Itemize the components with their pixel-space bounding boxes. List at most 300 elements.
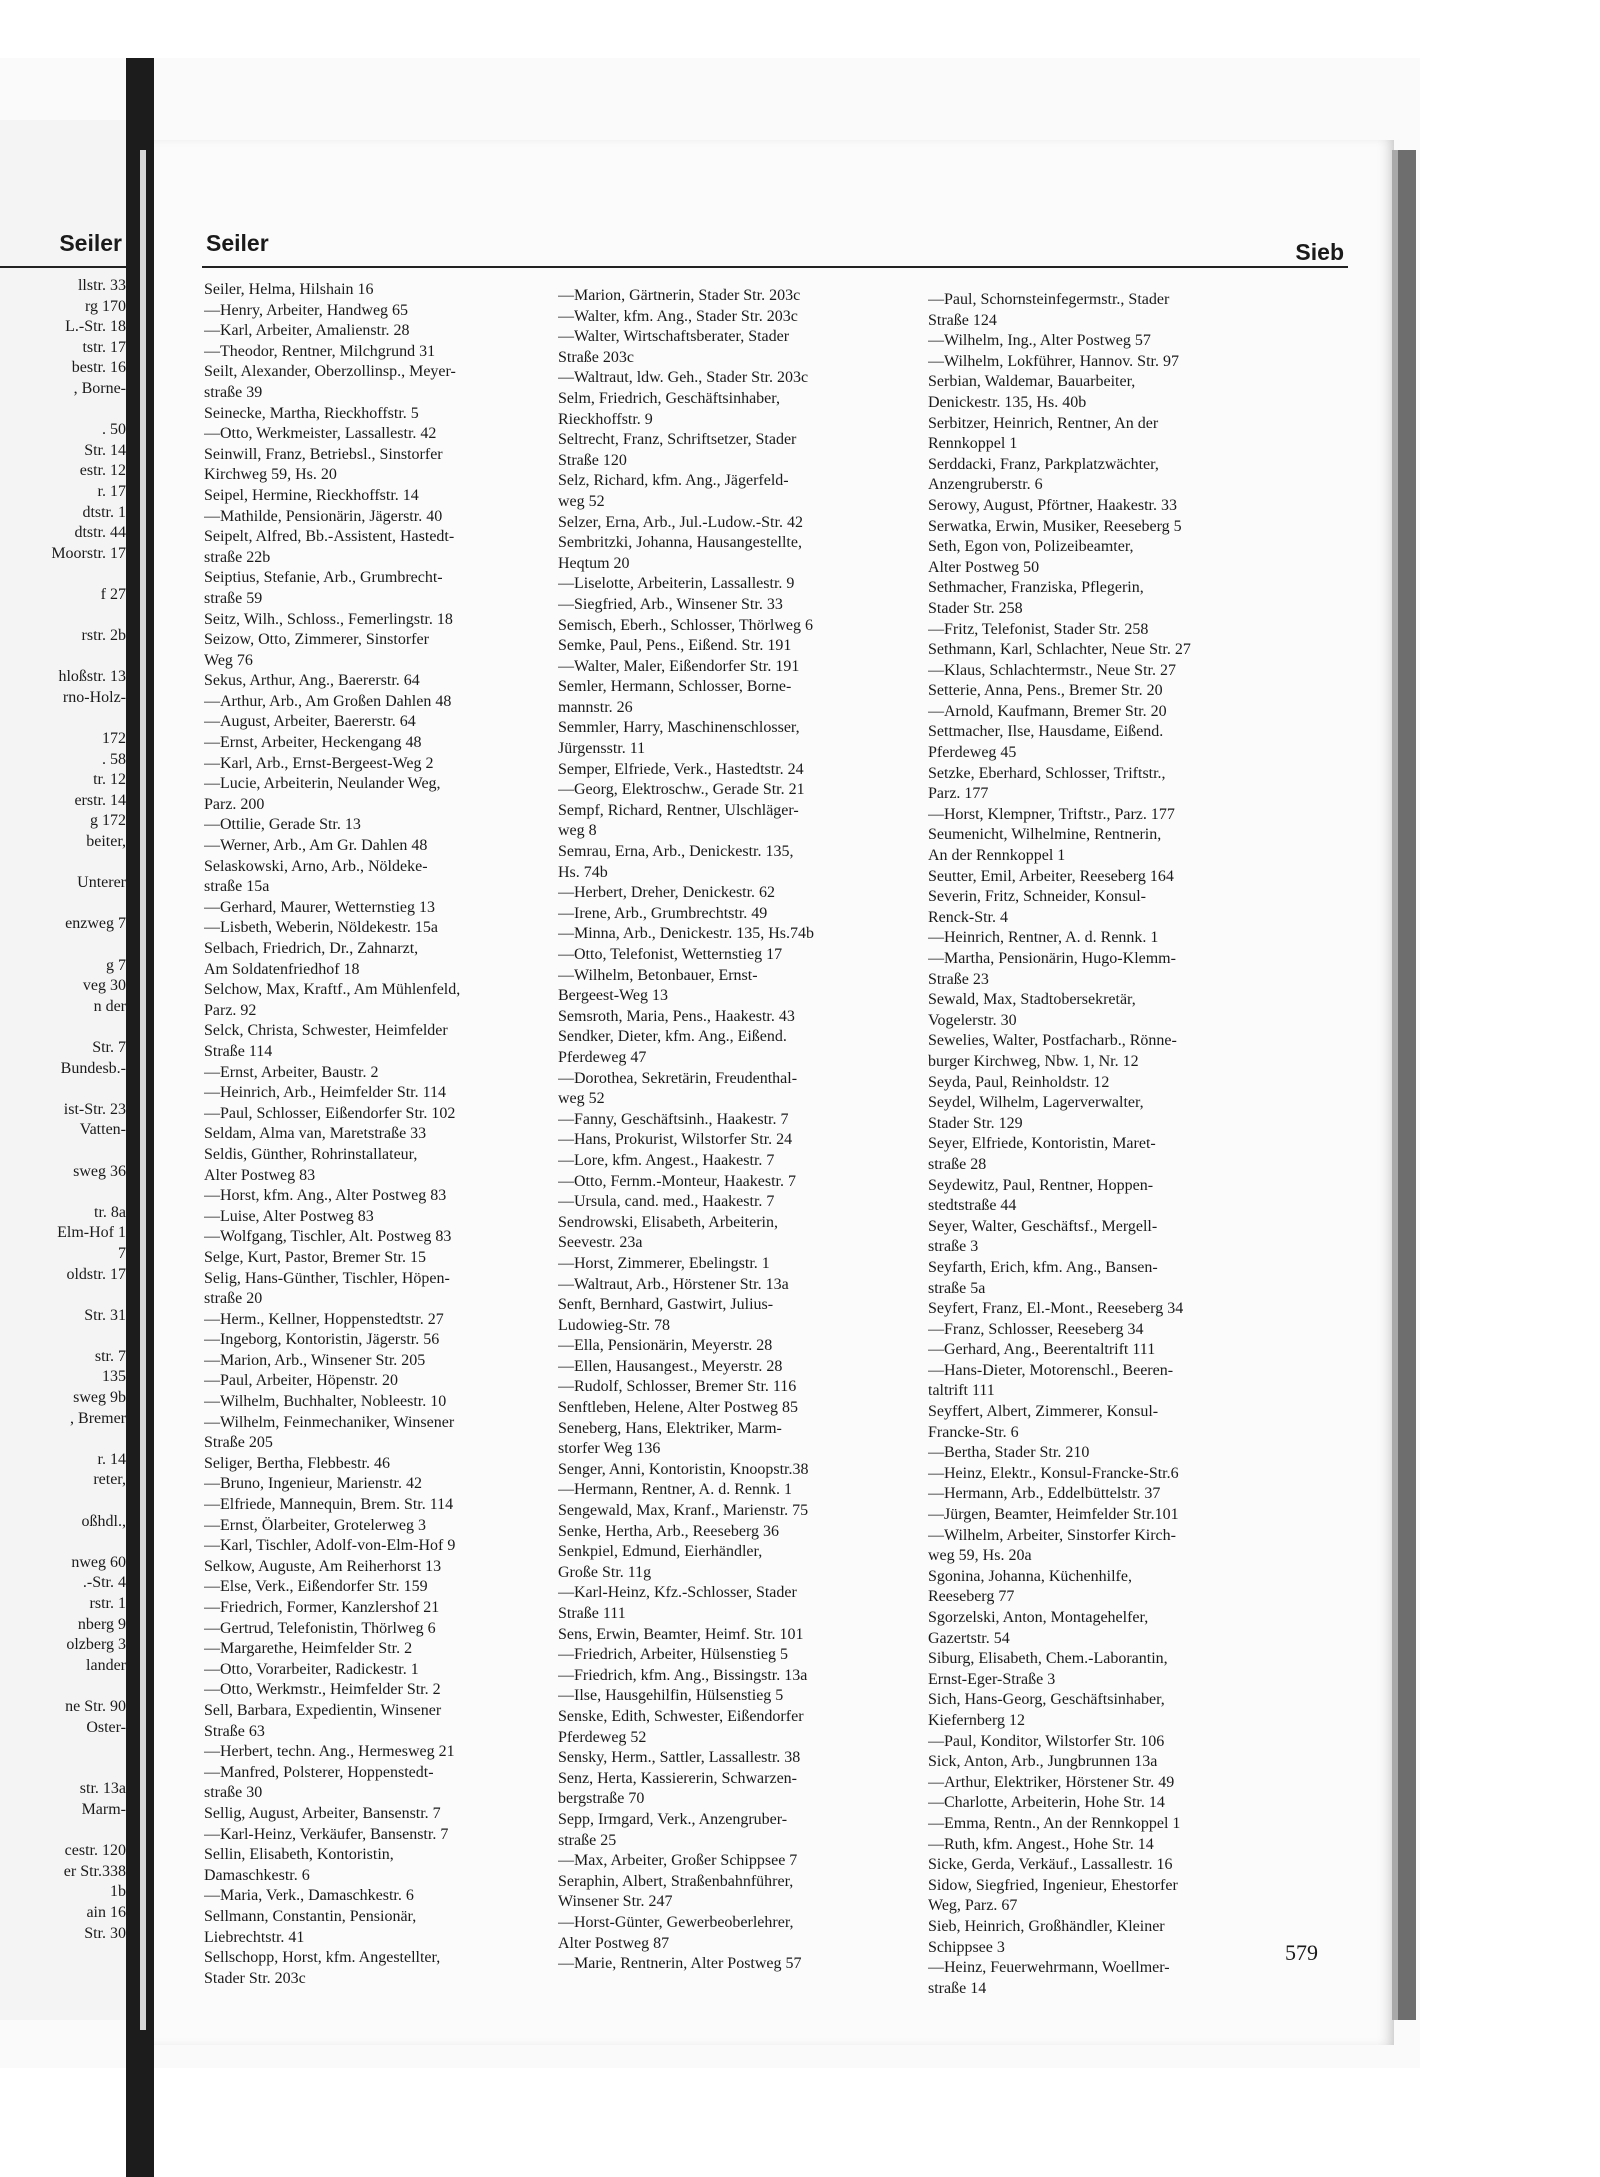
previous-page-entry-fragment: rno-Holz- bbox=[62, 688, 126, 706]
previous-page-entry-fragment: str. 13a bbox=[79, 1780, 126, 1798]
previous-page-entry-fragment bbox=[0, 1079, 126, 1100]
previous-page-entry-fragment: sweg 9b bbox=[73, 1389, 126, 1407]
previous-page-header: Seiler bbox=[59, 230, 122, 256]
entry-line: Semler, Hermann, Schlosser, Borne- bbox=[558, 678, 792, 696]
entry-line: Seevestr. 23a bbox=[558, 1234, 643, 1252]
entry-line: mannstr. 26 bbox=[558, 698, 633, 716]
entry-line: storfer Weg 136 bbox=[558, 1440, 661, 1458]
entry-line: Straße 63 bbox=[204, 1722, 265, 1740]
entry-line: Sepp, Irmgard, Verk., Anzengruber- bbox=[558, 1810, 788, 1828]
entries-column-2 bbox=[558, 286, 904, 1975]
entry-line: Schippsee 3 bbox=[928, 1938, 1005, 1956]
entry-line: Sekus, Arthur, Ang., Baererstr. 64 bbox=[204, 672, 420, 690]
entry-line: Serwatka, Erwin, Musiker, Reeseberg 5 bbox=[928, 517, 1182, 535]
entry-line: —Horst, kfm. Ang., Alter Postweg 83 bbox=[204, 1187, 447, 1205]
previous-page-entry-fragment bbox=[0, 606, 126, 627]
entry-line: —Paul, Konditor, Wilstorfer Str. 106 bbox=[928, 1732, 1165, 1750]
entry-line: Selkow, Auguste, Am Reiherhorst 13 bbox=[204, 1557, 442, 1575]
entry-line: Selchow, Max, Kraftf., Am Mühlenfeld, bbox=[204, 981, 461, 999]
entry-line: —Wolfgang, Tischler, Alt. Postweg 83 bbox=[204, 1228, 452, 1246]
previous-page-entry-fragment bbox=[0, 1532, 126, 1553]
entry-line: Sick, Anton, Arb., Jungbrunnen 13a bbox=[928, 1753, 1158, 1771]
entry-line: Sellmann, Constantin, Pensionär, bbox=[204, 1907, 417, 1925]
entry-line: —Wilhelm, Lokführer, Hannov. Str. 97 bbox=[928, 352, 1179, 370]
entry-line: Straße 124 bbox=[928, 311, 997, 329]
entry-line: Seth, Egon von, Polizeibeamter, bbox=[928, 538, 1134, 556]
entry-line: —Otto, Werkmeister, Lassallestr. 42 bbox=[204, 425, 437, 443]
entry-line: —Lucie, Arbeiterin, Neulander Weg, bbox=[204, 775, 441, 793]
entry-line: Sicke, Gerda, Verkäuf., Lassallestr. 16 bbox=[928, 1856, 1173, 1874]
entry-line: Selck, Christa, Schwester, Heimfelder bbox=[204, 1022, 448, 1040]
entry-line: Stader Str. 129 bbox=[928, 1114, 1023, 1132]
entry-line: Seyer, Elfriede, Kontoristin, Maret- bbox=[928, 1135, 1156, 1153]
entry-line: Selzer, Erna, Arb., Jul.-Ludow.-Str. 42 bbox=[558, 513, 803, 531]
entry-line: —Theodor, Rentner, Milchgrund 31 bbox=[204, 342, 436, 360]
entry-line: —Minna, Arb., Denickestr. 135, Hs.74b bbox=[558, 925, 814, 943]
entry-line: Siburg, Elisabeth, Chem.-Laborantin, bbox=[928, 1650, 1168, 1668]
previous-page-entry-fragment bbox=[0, 1182, 126, 1203]
entry-line: Senftleben, Helene, Alter Postweg 85 bbox=[558, 1399, 798, 1417]
previous-page-entry-fragment: cestr. 120 bbox=[64, 1842, 126, 1860]
entry-line: Settmacher, Ilse, Hausdame, Eißend. bbox=[928, 723, 1164, 741]
previous-page-entry-fragment bbox=[0, 1285, 126, 1306]
entry-line: —Herm., Kellner, Hoppenstedtstr. 27 bbox=[204, 1310, 444, 1328]
entry-line: Sendker, Dieter, kfm. Ang., Eißend. bbox=[558, 1028, 787, 1046]
previous-page-entry-fragment: beiter, bbox=[86, 833, 126, 851]
previous-page-entry-fragment bbox=[0, 1491, 126, 1512]
entry-line: Seyfarth, Erich, kfm. Ang., Bansen- bbox=[928, 1258, 1158, 1276]
entry-line: Parz. 200 bbox=[204, 795, 265, 813]
previous-page-entry-fragment: Moorstr. 17 bbox=[51, 544, 126, 562]
entry-line: Straße 203c bbox=[558, 348, 634, 366]
previous-page-entry-fragment: r. 17 bbox=[97, 482, 126, 500]
entry-line: Semke, Paul, Pens., Eißend. Str. 191 bbox=[558, 637, 792, 655]
entry-line: —Horst, Zimmerer, Ebelingstr. 1 bbox=[558, 1254, 770, 1272]
entry-line: Seldis, Günther, Rohrinstallateur, bbox=[204, 1145, 418, 1163]
entry-line: Alter Postweg 83 bbox=[204, 1166, 316, 1184]
previous-page-entry-fragment: oßhdl., bbox=[81, 1512, 126, 1530]
previous-page-entry-fragment bbox=[0, 935, 126, 956]
entry-line: Semrau, Erna, Arb., Denickestr. 135, bbox=[558, 843, 794, 861]
entry-line: —Rudolf, Schlosser, Bremer Str. 116 bbox=[558, 1378, 797, 1396]
entry-line: Weg 76 bbox=[204, 651, 253, 669]
previous-page-entry-fragment bbox=[0, 1429, 126, 1450]
entry-line: Serbian, Waldemar, Bauarbeiter, bbox=[928, 373, 1136, 391]
entry-line: Sethmacher, Franziska, Pflegerin, bbox=[928, 579, 1144, 597]
book-gutter bbox=[140, 150, 146, 2030]
entry-line: —Arthur, Elektriker, Hörstener Str. 49 bbox=[928, 1773, 1175, 1791]
entry-line: straße 30 bbox=[204, 1784, 263, 1802]
entry-line: —Paul, Schlosser, Eißendorfer Str. 102 bbox=[204, 1104, 456, 1122]
previous-page-entry-fragment: Oster- bbox=[86, 1718, 126, 1736]
entry-line: Weg, Parz. 67 bbox=[928, 1897, 1018, 1915]
entry-line: Straße 120 bbox=[558, 451, 627, 469]
previous-page-entry-fragment: er Str.338 bbox=[63, 1862, 126, 1880]
entry-line: Seliger, Bertha, Flebbestr. 46 bbox=[204, 1454, 390, 1472]
entry-line: —Marion, Gärtnerin, Stader Str. 203c bbox=[558, 287, 801, 304]
entry-line: Alter Postweg 50 bbox=[928, 558, 1040, 576]
previous-page-entry-fragment bbox=[0, 1759, 126, 1780]
entry-line: —Maria, Verk., Damaschkestr. 6 bbox=[204, 1887, 414, 1905]
entry-line: —Else, Verk., Eißendorfer Str. 159 bbox=[204, 1578, 428, 1596]
entry-line: Seraphin, Albert, Straßenbahnführer, bbox=[558, 1872, 794, 1890]
entry-line: Seyda, Paul, Reinholdstr. 12 bbox=[928, 1073, 1110, 1091]
entry-line: Straße 23 bbox=[928, 970, 989, 988]
previous-page-entry-fragment: sweg 36 bbox=[73, 1162, 126, 1180]
entry-line: —Paul, Schornsteinfegermstr., Stader bbox=[928, 291, 1170, 308]
entry-line: Ludowieg-Str. 78 bbox=[558, 1316, 670, 1334]
entry-line: —Karl, Tischler, Adolf-von-Elm-Hof 9 bbox=[204, 1537, 456, 1555]
previous-page-entry-fragment: Unterer bbox=[77, 874, 126, 892]
entry-line: Pferdeweg 47 bbox=[558, 1048, 647, 1066]
entry-line: Setterie, Anna, Pens., Bremer Str. 20 bbox=[928, 682, 1163, 700]
entry-line: taltrift 111 bbox=[928, 1382, 995, 1400]
previous-page-entry-fragment: llstr. 33 bbox=[77, 277, 126, 294]
entry-line: —Herbert, Dreher, Denickestr. 62 bbox=[558, 884, 776, 902]
entry-line: burger Kirchweg, Nbw. 1, Nr. 12 bbox=[928, 1052, 1139, 1070]
previous-page-entry-fragment bbox=[0, 1326, 126, 1347]
entry-line: Seinecke, Martha, Rieckhoffstr. 5 bbox=[204, 404, 419, 422]
entry-line: Semisch, Eberh., Schlosser, Thörlweg 6 bbox=[558, 616, 814, 634]
entry-line: straße 3 bbox=[928, 1238, 979, 1256]
entry-line: Sgorzelski, Anton, Montagehelfer, bbox=[928, 1609, 1149, 1626]
entry-line: Jürgensstr. 11 bbox=[558, 740, 646, 758]
entry-line: straße 15a bbox=[204, 878, 270, 896]
entry-line: —Wilhelm, Ing., Alter Postweg 57 bbox=[928, 332, 1151, 350]
entry-line: —Mathilde, Pensionärin, Jägerstr. 40 bbox=[204, 507, 443, 525]
previous-page-entry-fragment: rstr. 2b bbox=[81, 627, 126, 645]
entry-line: —Ilse, Hausgehilfin, Hülsenstieg 5 bbox=[558, 1687, 784, 1705]
entry-line: —Margarethe, Heimfelder Str. 2 bbox=[204, 1640, 413, 1658]
entry-line: —Arthur, Arb., Am Großen Dahlen 48 bbox=[204, 692, 452, 710]
entry-line: —Karl, Arbeiter, Amalienstr. 28 bbox=[204, 322, 410, 340]
entry-line: Sewald, Max, Stadtobersekretär, bbox=[928, 991, 1136, 1009]
entry-line: —Horst, Klempner, Triftstr., Parz. 177 bbox=[928, 805, 1175, 823]
entry-line: —Henry, Arbeiter, Handweg 65 bbox=[204, 301, 409, 319]
entry-line: Seyer, Walter, Geschäftsf., Mergell- bbox=[928, 1217, 1158, 1235]
entry-line: Pferdeweg 52 bbox=[558, 1728, 647, 1746]
entry-line: —Elfriede, Mannequin, Brem. Str. 114 bbox=[204, 1496, 454, 1514]
entry-line: —Fritz, Telefonist, Stader Str. 258 bbox=[928, 620, 1149, 638]
entry-line: —Ottilie, Gerade Str. 13 bbox=[204, 816, 361, 834]
entry-line: Sich, Hans-Georg, Geschäftsinhaber, bbox=[928, 1691, 1165, 1709]
entry-line: An der Rennkoppel 1 bbox=[928, 847, 1066, 865]
previous-page-header-rule bbox=[0, 266, 126, 268]
entry-line: Kirchweg 59, Hs. 20 bbox=[204, 466, 337, 484]
previous-page-entry-fragment: bestr. 16 bbox=[71, 359, 126, 377]
previous-page-entry-fragment: hloßstr. 13 bbox=[58, 668, 126, 686]
entry-line: —Irene, Arb., Grumbrechtstr. 49 bbox=[558, 904, 768, 922]
entry-line: —Walter, Maler, Eißendorfer Str. 191 bbox=[558, 657, 800, 675]
entry-line: straße 39 bbox=[204, 383, 263, 401]
previous-page-entry-fragment: .-Str. 4 bbox=[82, 1574, 126, 1592]
entry-line: Am Soldatenfriedhof 18 bbox=[204, 960, 360, 978]
page-header-right: Sieb bbox=[1295, 239, 1344, 265]
entry-line: Senke, Hertha, Arb., Reeseberg 36 bbox=[558, 1522, 779, 1540]
entry-line: Straße 205 bbox=[204, 1434, 273, 1452]
entry-line: —Hermann, Arb., Eddelbüttelstr. 37 bbox=[928, 1485, 1161, 1503]
entry-line: Sethmann, Karl, Schlachter, Neue Str. 27 bbox=[928, 641, 1191, 659]
entry-line: —Karl-Heinz, Verkäufer, Bansenstr. 7 bbox=[204, 1825, 449, 1843]
entry-line: Seumenicht, Wilhelmine, Rentnerin, bbox=[928, 826, 1162, 844]
entry-line: Seizow, Otto, Zimmerer, Sinstorfer bbox=[204, 631, 429, 649]
entry-line: —Herbert, techn. Ang., Hermesweg 21 bbox=[204, 1743, 455, 1761]
entry-line: Bergeest-Weg 13 bbox=[558, 987, 668, 1005]
entry-line: —Dorothea, Sekretärin, Freudenthal- bbox=[558, 1069, 798, 1087]
entry-line: —Marie, Rentnerin, Alter Postweg 57 bbox=[558, 1955, 802, 1973]
previous-page-entry-fragment bbox=[0, 1821, 126, 1842]
previous-page-entry-fragment: Str. 14 bbox=[84, 441, 126, 459]
page-header-left: Seiler bbox=[206, 230, 269, 256]
previous-page-entry-fragment: enzweg 7 bbox=[65, 915, 126, 933]
previous-page-entry-fragment: Vatten- bbox=[79, 1121, 126, 1139]
entry-line: —Karl, Arb., Ernst-Bergeest-Weg 2 bbox=[204, 754, 434, 772]
previous-page-entry-fragment: tr. 8a bbox=[94, 1203, 126, 1221]
entry-line: Semmler, Harry, Maschinenschlosser, bbox=[558, 719, 800, 737]
previous-page-entry-fragment: 135 bbox=[102, 1368, 126, 1386]
entry-line: Sembritzki, Johanna, Hausangestellte, bbox=[558, 534, 802, 552]
entry-line: —Hermann, Rentner, A. d. Rennk. 1 bbox=[558, 1481, 792, 1499]
entry-line: —Klaus, Schlachtermstr., Neue Str. 27 bbox=[928, 661, 1176, 679]
previous-page-entry-fragment: rstr. 1 bbox=[89, 1595, 126, 1612]
entry-line: Senske, Edith, Schwester, Eißendorfer bbox=[558, 1707, 804, 1725]
entry-line: —Friedrich, Former, Kanzlershof 21 bbox=[204, 1599, 440, 1616]
entry-line: —Fanny, Geschäftsinh., Haakestr. 7 bbox=[558, 1110, 789, 1128]
entry-line: Francke-Str. 6 bbox=[928, 1423, 1019, 1441]
previous-page-entry-fragment: g 172 bbox=[90, 812, 126, 830]
entry-line: Sieb, Heinrich, Großhändler, Kleiner bbox=[928, 1917, 1165, 1935]
previous-page-entry-fragment: Bundesb.- bbox=[60, 1059, 126, 1077]
entries-column-3 bbox=[928, 290, 1298, 1999]
previous-page-entry-fragment: dtstr. 44 bbox=[74, 524, 126, 542]
entry-line: Parz. 92 bbox=[204, 1001, 257, 1019]
entry-line: Seneberg, Hans, Elektriker, Marm- bbox=[558, 1419, 782, 1437]
entry-line: —Siegfried, Arb., Winsener Str. 33 bbox=[558, 595, 783, 613]
entry-line: Seiler, Helma, Hilshain 16 bbox=[204, 281, 374, 298]
entry-line: —Otto, Werkmstr., Heimfelder Str. 2 bbox=[204, 1681, 441, 1699]
entry-line: —Liselotte, Arbeiterin, Lassallestr. 9 bbox=[558, 575, 795, 593]
entry-line: Gazertstr. 54 bbox=[928, 1629, 1010, 1647]
previous-page-entry-fragment: dtstr. 1 bbox=[82, 503, 126, 521]
entry-line: —Heinrich, Rentner, A. d. Rennk. 1 bbox=[928, 929, 1159, 947]
entry-line: stedtstraße 44 bbox=[928, 1197, 1017, 1215]
entry-line: Sensky, Herm., Sattler, Lassallestr. 38 bbox=[558, 1749, 801, 1767]
entry-line: Semsroth, Maria, Pens., Haakestr. 43 bbox=[558, 1007, 795, 1025]
entry-line: —Heinz, Elektr., Konsul-Francke-Str.6 bbox=[928, 1464, 1179, 1482]
entry-line: —Ernst, Ölarbeiter, Grotelerweg 3 bbox=[204, 1516, 426, 1534]
entry-line: Sidow, Siegfried, Ingenieur, Ehestorfer bbox=[928, 1876, 1178, 1894]
entry-line: Severin, Fritz, Schneider, Konsul- bbox=[928, 888, 1146, 906]
previous-page-entry-fragment: tr. 12 bbox=[93, 771, 126, 789]
entry-line: Reeseberg 77 bbox=[928, 1588, 1015, 1606]
entry-line: Seilt, Alexander, Oberzollinsp., Meyer- bbox=[204, 363, 456, 381]
previous-page-entry-fragment bbox=[0, 564, 126, 585]
entry-line: Sengewald, Max, Kranf., Marienstr. 75 bbox=[558, 1502, 809, 1520]
entry-line: straße 25 bbox=[558, 1831, 617, 1849]
previous-page bbox=[0, 120, 126, 2020]
entry-line: Serowy, August, Pförtner, Haakestr. 33 bbox=[928, 496, 1177, 514]
entry-line: —Bruno, Ingenieur, Marienstr. 42 bbox=[204, 1475, 422, 1493]
previous-page-entry-fragment: rg 170 bbox=[84, 297, 126, 315]
previous-page-entry-fragment bbox=[0, 708, 126, 729]
entry-line: Senger, Anni, Kontoristin, Knoopstr.38 bbox=[558, 1460, 809, 1478]
entry-line: Stader Str. 258 bbox=[928, 599, 1023, 617]
previous-page-entry-fragment: veg 30 bbox=[82, 977, 126, 995]
entry-line: Serbitzer, Heinrich, Rentner, An der bbox=[928, 414, 1159, 432]
entry-line: —Friedrich, kfm. Ang., Bissingstr. 13a bbox=[558, 1666, 808, 1684]
entry-line: Seipelt, Alfred, Bb.-Assistent, Hastedt- bbox=[204, 528, 455, 546]
entry-line: —Karl-Heinz, Kfz.-Schlosser, Stader bbox=[558, 1584, 797, 1602]
entry-line: Selge, Kurt, Pastor, Bremer Str. 15 bbox=[204, 1248, 426, 1266]
entry-line: —August, Arbeiter, Baererstr. 64 bbox=[204, 713, 416, 731]
entry-line: —Heinrich, Arb., Heimfelder Str. 114 bbox=[204, 1084, 447, 1102]
previous-page-entries bbox=[0, 276, 126, 1944]
entry-line: —Luise, Alter Postweg 83 bbox=[204, 1207, 374, 1225]
entry-line: —Ernst, Arbeiter, Baustr. 2 bbox=[204, 1063, 379, 1081]
entry-line: weg 59, Hs. 20a bbox=[928, 1547, 1032, 1565]
previous-page-entry-fragment bbox=[0, 400, 126, 421]
entry-line: —Wilhelm, Arbeiter, Sinstorfer Kirch- bbox=[928, 1526, 1176, 1544]
entry-line: Anzengruberstr. 6 bbox=[928, 476, 1043, 494]
entry-line: straße 28 bbox=[928, 1155, 987, 1173]
previous-page-entry-fragment: n der bbox=[93, 997, 126, 1015]
previous-page-entry-fragment: str. 7 bbox=[94, 1347, 126, 1365]
entry-line: Damaschkestr. 6 bbox=[204, 1866, 310, 1884]
page-edge bbox=[1398, 150, 1416, 2020]
entry-line: —Jürgen, Beamter, Heimfelder Str.101 bbox=[928, 1506, 1179, 1524]
entry-line: Straße 114 bbox=[204, 1042, 273, 1060]
entry-line: Seydewitz, Paul, Rentner, Hoppen- bbox=[928, 1176, 1154, 1194]
entry-line: Selbach, Friedrich, Dr., Zahnarzt, bbox=[204, 940, 419, 957]
previous-page-entry-fragment: r. 14 bbox=[97, 1450, 126, 1468]
entry-line: —Wilhelm, Betonbauer, Ernst- bbox=[558, 966, 758, 984]
previous-page-entry-fragment: erstr. 14 bbox=[74, 791, 126, 809]
entry-line: —Friedrich, Arbeiter, Hülsenstieg 5 bbox=[558, 1646, 788, 1664]
page-number: 579 bbox=[1285, 1940, 1318, 1965]
entry-line: —Wilhelm, Feinmechaniker, Winsener bbox=[204, 1413, 455, 1431]
entry-line: Rennkoppel 1 bbox=[928, 435, 1018, 453]
previous-page-entry-fragment: Marm- bbox=[81, 1800, 126, 1818]
entry-line: Sellig, August, Arbeiter, Bansenstr. 7 bbox=[204, 1804, 441, 1822]
entry-line: Vogelerstr. 30 bbox=[928, 1011, 1017, 1029]
entry-line: —Walter, Wirtschaftsberater, Stader bbox=[558, 328, 790, 346]
entry-line: Senkpiel, Edmund, Eierhändler, bbox=[558, 1543, 763, 1561]
entry-line: —Bertha, Stader Str. 210 bbox=[928, 1444, 1090, 1462]
previous-page-entry-fragment: Str. 7 bbox=[92, 1038, 126, 1056]
previous-page-entry-fragment bbox=[0, 1738, 126, 1759]
entry-line: weg 52 bbox=[558, 1090, 605, 1108]
entry-line: Denickestr. 135, Hs. 40b bbox=[928, 393, 1087, 411]
entry-line: Selig, Hans-Günther, Tischler, Höpen- bbox=[204, 1269, 450, 1287]
entry-line: Winsener Str. 247 bbox=[558, 1893, 673, 1911]
previous-page-entry-fragment: oldstr. 17 bbox=[66, 1265, 126, 1283]
entry-line: —Horst-Günter, Gewerbeoberlehrer, bbox=[558, 1913, 794, 1931]
entry-line: straße 5a bbox=[928, 1279, 986, 1297]
entry-line: —Lisbeth, Weberin, Nöldekestr. 15a bbox=[204, 919, 438, 937]
entry-line: Sell, Barbara, Expedientin, Winsener bbox=[204, 1701, 442, 1719]
entry-line: —Emma, Rentn., An der Rennkoppel 1 bbox=[928, 1814, 1181, 1832]
entry-line: straße 59 bbox=[204, 589, 263, 607]
previous-page-entry-fragment: ain 16 bbox=[86, 1903, 126, 1921]
previous-page-entry-fragment: Str. 30 bbox=[84, 1924, 126, 1942]
entry-line: Sewelies, Walter, Postfacharb., Rönne- bbox=[928, 1032, 1177, 1050]
previous-page-entry-fragment: L.-Str. 18 bbox=[65, 318, 126, 336]
header-rule bbox=[202, 266, 1348, 268]
entry-line: —Gerhard, Maurer, Wetternstieg 13 bbox=[204, 898, 436, 916]
previous-page-entry-fragment: olzberg 3 bbox=[66, 1636, 126, 1654]
entry-line: —Ella, Pensionärin, Meyerstr. 28 bbox=[558, 1337, 773, 1355]
entry-line: Seldam, Alma van, Maretstraße 33 bbox=[204, 1125, 427, 1143]
entry-line: —Ruth, kfm. Angest., Hohe Str. 14 bbox=[928, 1835, 1154, 1853]
entry-line: Seipel, Hermine, Rieckhoffstr. 14 bbox=[204, 486, 419, 504]
entry-line: —Wilhelm, Buchhalter, Nobleestr. 10 bbox=[204, 1393, 447, 1411]
entry-line: Sellin, Elisabeth, Kontoristin, bbox=[204, 1846, 394, 1864]
entry-line: —Otto, Fernm.-Monteur, Haakestr. 7 bbox=[558, 1172, 796, 1190]
previous-page-entry-fragment: . 58 bbox=[102, 750, 126, 768]
directory-page bbox=[154, 140, 1394, 2045]
entry-line: —Paul, Arbeiter, Höpenstr. 20 bbox=[204, 1372, 398, 1390]
previous-page-entry-fragment: estr. 12 bbox=[79, 462, 126, 480]
entry-line: weg 52 bbox=[558, 492, 605, 510]
entry-line: Straße 111 bbox=[558, 1605, 626, 1622]
entry-line: Selaskowski, Arno, Arb., Nöldeke- bbox=[204, 857, 428, 875]
entry-line: Selz, Richard, kfm. Ang., Jägerfeld- bbox=[558, 472, 789, 490]
previous-page-entry-fragment: , Bremer bbox=[70, 1409, 126, 1427]
previous-page-entry-fragment: . 50 bbox=[102, 421, 126, 439]
entry-line: —Ursula, cand. med., Haakestr. 7 bbox=[558, 1193, 775, 1211]
entry-line: —Lore, kfm. Angest., Haakestr. 7 bbox=[558, 1151, 775, 1169]
entry-line: Seydel, Wilhelm, Lagerverwalter, bbox=[928, 1094, 1144, 1112]
previous-page-entry-fragment bbox=[0, 1141, 126, 1162]
previous-page-entry-fragment: ne Str. 90 bbox=[65, 1697, 126, 1715]
entry-line: —Charlotte, Arbeiterin, Hohe Str. 14 bbox=[928, 1794, 1165, 1812]
entry-line: —Ellen, Hausangest., Meyerstr. 28 bbox=[558, 1357, 783, 1375]
entry-line: —Hans, Prokurist, Wilstorfer Str. 24 bbox=[558, 1131, 793, 1149]
entry-line: —Heinz, Feuerwehrmann, Woellmer- bbox=[928, 1959, 1170, 1977]
previous-page-entry-fragment: ist-Str. 23 bbox=[63, 1100, 126, 1118]
previous-page-entry-fragment: Str. 31 bbox=[84, 1306, 126, 1324]
previous-page-entry-fragment: f 27 bbox=[100, 585, 126, 603]
entry-line: —Marion, Arb., Winsener Str. 205 bbox=[204, 1351, 426, 1369]
entry-line: Seitz, Wilh., Schloss., Femerlingstr. 18 bbox=[204, 610, 453, 628]
entry-line: —Ingeborg, Kontoristin, Jägerstr. 56 bbox=[204, 1331, 440, 1349]
previous-page-entry-fragment: reter, bbox=[93, 1471, 126, 1489]
entry-line: —Werner, Arb., Am Gr. Dahlen 48 bbox=[204, 837, 428, 855]
previous-page-entry-fragment: 1b bbox=[110, 1883, 126, 1901]
entry-line: Pferdeweg 45 bbox=[928, 744, 1017, 762]
entry-line: Setzke, Eberhard, Schlosser, Triftstr., bbox=[928, 764, 1166, 782]
entry-line: Stader Str. 203c bbox=[204, 1969, 306, 1987]
entry-line: Heqtum 20 bbox=[558, 554, 630, 572]
entry-line: weg 8 bbox=[558, 822, 597, 840]
entries-column-1 bbox=[204, 280, 550, 1989]
entry-line: Große Str. 11g bbox=[558, 1563, 652, 1581]
previous-page-entry-fragment: nberg 9 bbox=[77, 1615, 126, 1633]
entry-line: —Max, Arbeiter, Großer Schippsee 7 bbox=[558, 1852, 798, 1870]
entry-line: Hs. 74b bbox=[558, 863, 608, 881]
previous-page-entry-fragment: nweg 60 bbox=[71, 1553, 126, 1571]
entry-line: —Martha, Pensionärin, Hugo-Klemm- bbox=[928, 950, 1176, 967]
entry-line: —Otto, Telefonist, Wetternstieg 17 bbox=[558, 946, 783, 963]
entry-line: —Arnold, Kaufmann, Bremer Str. 20 bbox=[928, 702, 1167, 720]
entry-line: Sendrowski, Elisabeth, Arbeiterin, bbox=[558, 1213, 778, 1231]
previous-page-entry-fragment bbox=[0, 1676, 126, 1697]
entry-line: Sellschopp, Horst, kfm. Angestellter, bbox=[204, 1949, 441, 1967]
previous-page-entry-fragment: tstr. 17 bbox=[82, 338, 126, 356]
entry-line: Senft, Bernhard, Gastwirt, Julius- bbox=[558, 1296, 774, 1314]
entry-line: Serddacki, Franz, Parkplatzwächter, bbox=[928, 455, 1159, 473]
entry-line: Seiptius, Stefanie, Arb., Grumbrecht- bbox=[204, 569, 443, 587]
